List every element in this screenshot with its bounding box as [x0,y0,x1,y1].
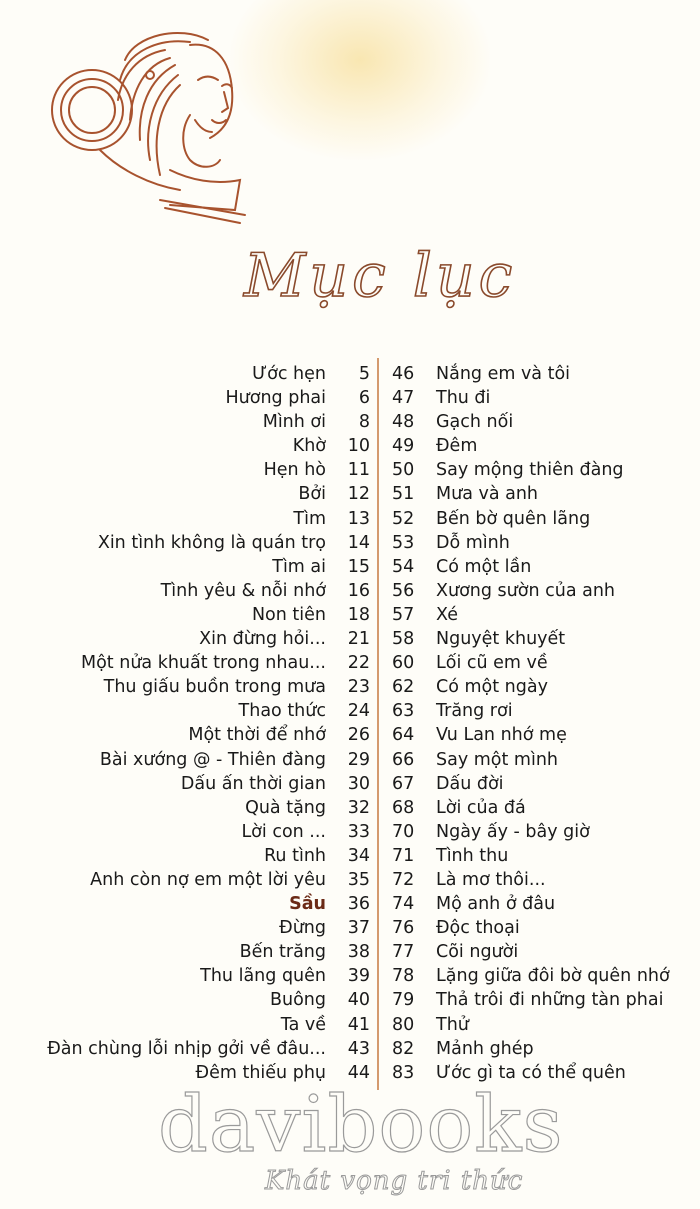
toc-entry[interactable] [392,555,692,579]
toc-entry-page: 53 [392,532,415,553]
toc-entry[interactable] [392,531,692,555]
toc-entry-page: 38 [347,942,370,963]
toc-entry-page: 64 [392,725,415,746]
toc-entry-title: Quà tặng [245,797,326,818]
toc-entry-page: 57 [392,604,415,625]
toc-entry-title: Cõi người [436,942,519,963]
toc-entry-title: Bài xướng @ - Thiên đàng [99,749,326,770]
column-divider [377,358,379,1090]
toc-entry[interactable] [20,603,370,627]
toc-entry[interactable] [20,362,370,386]
toc-entry-title: Thao thức [238,701,326,722]
toc-entry-page: 10 [347,436,370,457]
toc-entry[interactable] [392,627,692,651]
toc-entry-page: 52 [392,508,415,529]
toc-entry-title: Mưa và anh [436,484,539,505]
toc-entry[interactable] [392,796,692,820]
toc-entry[interactable] [392,868,692,892]
toc-entry[interactable] [20,482,370,506]
toc-entry-title: Xương sườn của anh [436,580,616,601]
toc-entry-title: Anh còn nợ em một lời yêu [90,869,326,890]
toc-entry[interactable] [20,386,370,410]
toc-entry[interactable] [392,410,692,434]
toc-entry-page: 35 [347,869,370,890]
toc-entry-page: 21 [347,629,370,650]
toc-entry-page: 11 [347,460,370,481]
toc-entry-title: Tình yêu & nỗi nhớ [160,580,326,601]
toc-entry-page: 41 [347,1014,370,1035]
toc-entry[interactable] [392,988,692,1012]
toc-entry-title: Là mơ thôi... [436,869,546,890]
toc-entry-page: 54 [392,556,415,577]
toc-entry-page: 34 [347,845,370,866]
toc-entry-title: Khờ [292,436,326,457]
toc-entry-page: 71 [392,845,415,866]
toc-entry-page: 83 [392,1062,415,1083]
toc-entry-page: 14 [347,532,370,553]
toc-entry-title: Một thời để nhớ [188,725,326,746]
toc-entry-title: Xé [436,604,458,625]
toc-entry-page: 46 [392,364,415,384]
toc-entry-title: Bởi [298,484,326,505]
toc-entry-page: 82 [392,1038,415,1059]
toc-entry-title: Ước gì ta có thể quên [436,1062,626,1083]
toc-entry-title: Vu Lan nhớ mẹ [436,725,567,746]
toc-entry-title: Hẹn hò [263,460,326,481]
toc-entry-page: 16 [347,580,370,601]
toc-entry[interactable] [392,482,692,506]
toc-entry-page: 13 [347,508,370,529]
toc-entry[interactable] [20,988,370,1012]
toc-entry[interactable] [392,651,692,675]
toc-entry[interactable] [392,507,692,531]
toc-entry-page: 50 [392,460,415,481]
toc-entry[interactable] [392,1037,692,1061]
toc-entry-page: 51 [392,484,415,505]
toc-entry[interactable] [20,1013,370,1037]
toc-entry-title: Dấu ấn thời gian [180,773,326,794]
page-title [240,238,530,318]
toc-entry[interactable] [20,844,370,868]
toc-entry-title: Xin đừng hỏi... [199,629,326,650]
toc-entry[interactable] [392,675,692,699]
toc-entry-page: 33 [347,821,370,842]
svg-text:Mục lục: Mục lục [244,241,517,311]
toc-entry-page: 29 [347,749,370,770]
toc-entry-title: Đừng [279,918,326,939]
toc-entry-page: 43 [347,1038,370,1059]
toc-entry-page: 48 [392,412,415,433]
toc-entry-title: Say một mình [436,749,559,770]
toc-entry-title: Thu đi [436,388,491,409]
toc-entry-title: Ta về [280,1014,326,1035]
toc-entry-page: 70 [392,821,415,842]
toc-entry-title: Sầu [289,894,326,915]
toc-right-column [392,362,692,1085]
toc-entry-title: Đàn chùng lỗi nhịp gởi về đâu... [47,1038,326,1059]
toc-entry[interactable] [392,386,692,410]
toc-entry-title: Lặng giữa đôi bờ quên nhớ [436,966,670,987]
toc-entry-page: 18 [347,604,370,625]
toc-entry-page: 63 [392,701,415,722]
toc-entry-title: Đêm [436,436,478,457]
toc-entry-page: 36 [347,894,370,915]
toc-entry-page: 78 [392,966,415,987]
toc-entry-title: Xin tình không là quán trọ [97,532,326,553]
toc-entry-page: 72 [392,869,415,890]
toc-entry[interactable] [20,507,370,531]
toc-entry-title: Dấu đời [436,773,504,794]
toc-entry-title: Ru tình [264,845,326,866]
toc-entry[interactable] [20,651,370,675]
toc-entry-title: Bến trăng [239,942,326,963]
toc-entry-page: 68 [392,797,415,818]
toc-left-column [20,362,370,1085]
toc-entry-title: Có một ngày [436,677,548,698]
toc-entry-page: 74 [392,894,415,915]
toc-entry-page: 24 [347,701,370,722]
toc-entry[interactable] [20,699,370,723]
toc-entry[interactable] [20,820,370,844]
watermark-tagline: Khát vọng tri thức [265,1166,524,1196]
toc-entry[interactable] [392,940,692,964]
toc-entry-title: Dỗ mình [436,532,510,553]
toc-entry[interactable] [392,748,692,772]
toc-entry-page: 32 [347,797,370,818]
toc-entry-page: 80 [392,1014,415,1035]
toc-entry[interactable] [392,458,692,482]
toc-entry-title: Hương phai [225,388,326,409]
toc-entry[interactable] [20,964,370,988]
toc-entry-title: Mảnh ghép [436,1038,534,1059]
toc-entry-title: Lời con ... [241,821,326,842]
toc-entry[interactable] [20,627,370,651]
toc-entry[interactable] [20,531,370,555]
toc-entry-title: Bến bờ quên lãng [436,508,591,529]
toc-entry-title: Đêm thiếu phụ [195,1062,326,1083]
toc-entry-page: 37 [347,918,370,939]
toc-entry-title: Ước hẹn [252,364,326,384]
toc-entry[interactable] [392,772,692,796]
toc-entry-title: Thu giấu buồn trong mưa [103,677,326,698]
toc-entry[interactable] [392,362,692,386]
toc-entry[interactable] [392,434,692,458]
toc-entry-page: 60 [392,653,415,674]
toc-entry[interactable] [20,772,370,796]
toc-entry-title: Tìm ai [272,556,326,577]
toc-entry-title: Có một lần [436,556,532,577]
toc-entry-page: 77 [392,942,415,963]
toc-entry-title: Một nửa khuất trong nhau... [81,653,326,674]
toc-entry-title: Buông [269,990,326,1011]
toc-entry[interactable] [392,820,692,844]
toc-entry-title: Thu lãng quên [200,966,326,987]
toc-entry[interactable] [20,458,370,482]
toc-entry[interactable] [392,892,692,916]
toc-entry[interactable] [20,1037,370,1061]
toc-entry[interactable] [20,723,370,747]
toc-entry[interactable] [392,1013,692,1037]
toc-entry-title: Thả trôi đi những tàn phai [436,990,664,1011]
toc-entry[interactable] [20,555,370,579]
toc-entry[interactable] [392,579,692,603]
toc-entry-title: Độc thoại [436,918,520,939]
toc-entry[interactable] [20,434,370,458]
toc-entry-title: Say mộng thiên đàng [436,460,624,481]
toc-entry-page: 6 [358,388,370,409]
toc-entry[interactable] [392,844,692,868]
toc-entry-page: 26 [347,725,370,746]
toc-entry-title: Mình ơi [262,412,326,433]
toc-entry-title: Tình thu [436,845,509,866]
toc-entry-title: Thử [436,1014,469,1035]
toc-entry[interactable] [20,892,370,916]
toc-entry-page: 47 [392,388,415,409]
toc-entry-title: Ngày ấy - bây giờ [436,821,590,842]
toc-entry[interactable] [392,699,692,723]
toc-entry-page: 79 [392,990,415,1011]
toc-entry-page: 66 [392,749,415,770]
woman-portrait-illustration [40,20,270,230]
toc-entry-title: Nguyệt khuyết [436,629,566,650]
toc-entry-title: Non tiên [251,604,326,625]
toc-entry[interactable] [20,748,370,772]
toc-entry-page: 39 [347,966,370,987]
toc-entry-page: 67 [392,773,415,794]
toc-entry-page: 8 [358,412,370,433]
watermark-brand: davibooks [158,1080,564,1170]
toc-entry[interactable] [20,796,370,820]
toc-entry-title: Lời của đá [436,797,526,818]
toc-entry-page: 12 [347,484,370,505]
toc-entry-title: Trăng rơi [436,701,513,722]
toc-entry-title: Tìm [293,508,326,529]
toc-entry[interactable] [20,916,370,940]
toc-entry-page: 5 [358,364,370,384]
toc-entry-page: 62 [392,677,415,698]
toc-entry[interactable] [392,916,692,940]
toc-entry[interactable] [20,579,370,603]
toc-entry-title: Nắng em và tôi [436,364,571,384]
toc-entry[interactable] [20,868,370,892]
toc-entry-page: 22 [347,653,370,674]
toc-entry-page: 15 [347,556,370,577]
toc-entry-title: Lối cũ em về [436,653,548,674]
toc-entry[interactable] [20,675,370,699]
toc-entry-page: 40 [347,990,370,1011]
toc-entry[interactable] [392,723,692,747]
toc-entry-page: 30 [347,773,370,794]
toc-entry[interactable] [20,940,370,964]
toc-entry-page: 44 [347,1062,370,1083]
toc-entry-title: Mộ anh ở đâu [436,894,556,915]
toc-entry-page: 49 [392,436,415,457]
toc-entry-page: 76 [392,918,415,939]
toc-entry-title: Gạch nối [436,412,514,433]
toc-entry[interactable] [392,964,692,988]
toc-entry-page: 23 [347,677,370,698]
toc-entry-page: 56 [392,580,415,601]
toc-entry[interactable] [20,410,370,434]
toc-entry-page: 58 [392,629,415,650]
toc-entry[interactable] [392,603,692,627]
